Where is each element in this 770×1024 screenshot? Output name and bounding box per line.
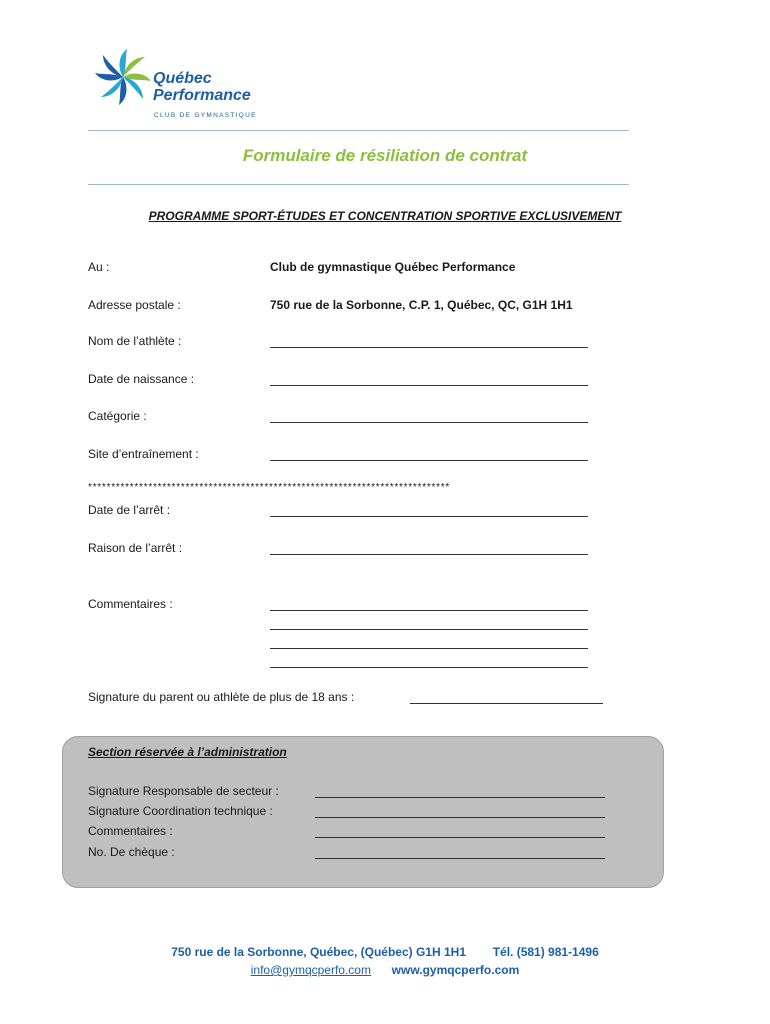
athlete-name-field[interactable] [270, 347, 588, 348]
technical-signature-field[interactable] [315, 817, 605, 818]
stop-reason-label: Raison de l’arrêt : [88, 541, 183, 555]
logo-subtitle: CLUB DE GYMNASTIQUE [154, 112, 257, 119]
address-label: Adresse postale : [88, 298, 181, 312]
birth-date-label: Date de naissance : [88, 372, 195, 386]
sector-signature-field[interactable] [315, 797, 605, 798]
footer-contact-line [0, 945, 770, 959]
logo-name-line2: Performance [153, 87, 251, 104]
footer-website-link[interactable]: www.gymqcperfo.com [391, 963, 520, 977]
footer-email-link[interactable]: info@gymqcperfo.com [250, 963, 371, 977]
stop-reason-field[interactable] [270, 554, 588, 555]
athlete-name-label: Nom de l’athlète : [88, 334, 182, 348]
birth-date-field[interactable] [270, 385, 588, 386]
admin-comments-label: Commentaires : [88, 824, 173, 838]
to-value: Club de gymnastique Québec Performance [270, 260, 516, 274]
signature-label: Signature du parent ou athlète de plus de 18 ans : [88, 690, 355, 704]
top-divider [88, 130, 629, 131]
cheque-number-label: No. De chèque : [88, 845, 175, 859]
form-title: Formulaire de résiliation de contrat [242, 146, 528, 165]
logo-name [153, 70, 251, 104]
admin-section-title: Section réservée à l’administration [88, 745, 287, 759]
category-label: Catégorie : [88, 409, 147, 423]
footer-address: 750 rue de la Sorbonne, Québec, (Québec) G1H 1H1 [171, 945, 466, 959]
footer-links-line [0, 963, 770, 977]
comments-line[interactable] [270, 610, 588, 611]
comments-line[interactable] [270, 629, 588, 630]
training-site-label: Site d’entraînement : [88, 447, 199, 461]
comments-label: Commentaires : [88, 597, 173, 611]
training-site-field[interactable] [270, 460, 588, 461]
cheque-number-field[interactable] [315, 858, 605, 859]
technical-signature-label: Signature Coordination technique : [88, 804, 273, 818]
logo-star-icon [93, 46, 153, 108]
stop-date-field[interactable] [270, 516, 588, 517]
signature-field[interactable] [410, 703, 603, 704]
stop-date-label: Date de l’arrêt : [88, 503, 171, 517]
logo-name-line1: Québec [153, 70, 212, 87]
title-divider [88, 184, 629, 185]
to-label: Au : [88, 260, 110, 274]
program-subtitle: PROGRAMME SPORT-ÉTUDES ET CONCENTRATION SPORTIVE EXCLUSIVEMENT [148, 209, 622, 223]
admin-comments-field[interactable] [315, 837, 605, 838]
sector-signature-label: Signature Responsable de secteur : [88, 784, 279, 798]
separator-stars: ****************************************************************************** [88, 482, 451, 493]
address-value: 750 rue de la Sorbonne, C.P. 1, Québec, QC, G1H 1H1 [270, 298, 573, 312]
footer-phone: Tél. (581) 981-1496 [492, 945, 599, 959]
comments-line[interactable] [270, 667, 588, 668]
category-field[interactable] [270, 422, 588, 423]
comments-line[interactable] [270, 648, 588, 649]
